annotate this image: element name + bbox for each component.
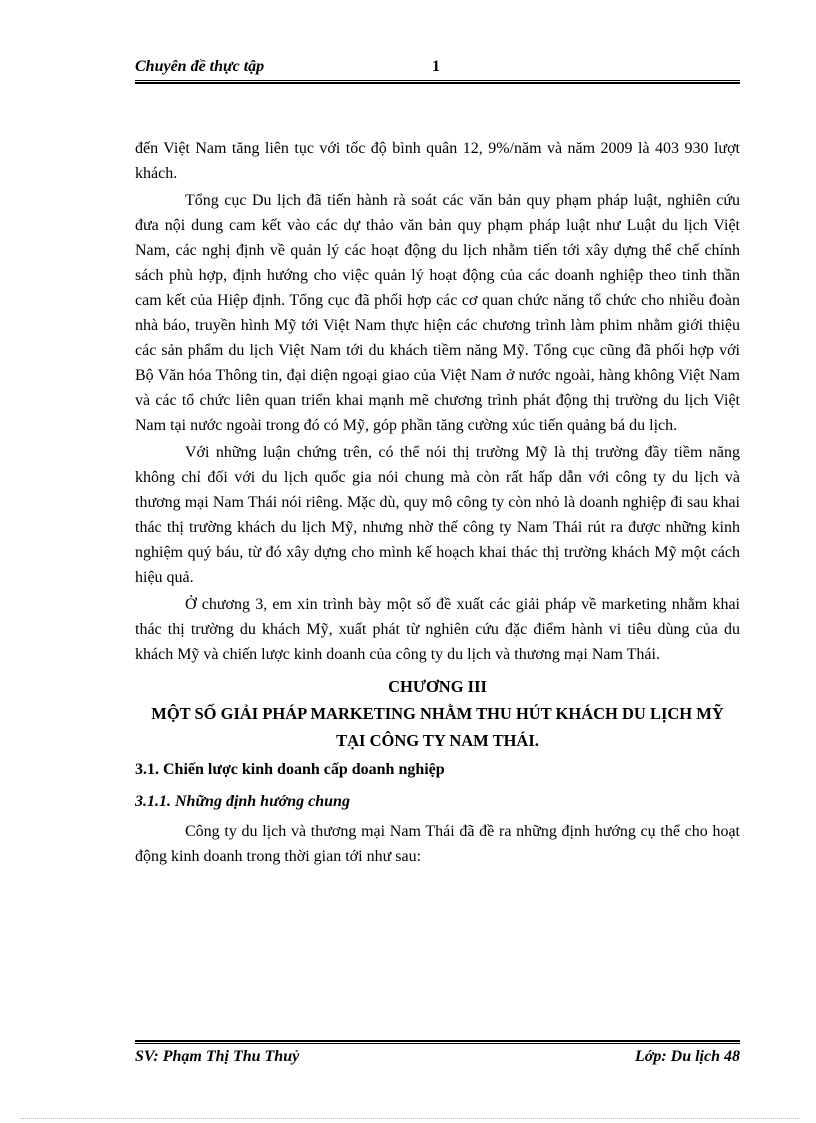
page-footer <box>135 1046 740 1068</box>
section-heading: 3.1. Chiến lược kinh doanh cấp doanh nghiệp <box>135 761 445 778</box>
page-header <box>135 56 740 80</box>
footer-class: Lớp: Du lịch 48 <box>634 1048 740 1065</box>
subsection-heading: 3.1.1. Những định hướng chung <box>135 793 350 810</box>
paragraph-tourism-administration: Tổng cục Du lịch đã tiến hành rà soát các văn bản quy phạm pháp luật, nghiên cứu đưa nội dung cam kết vào các dự thảo văn bản quy phạm pháp luật như Luật du lịch Việt Nam, các nghị định về quản lý các hoạt động du lịch nhằm tiến tới xây dựng thể chế chính sách phù hợp, định hướng cho việc quản lý hoạt động của các doanh nghiệp theo tinh thần cam kết của Hiệp định. Tổng cục đã phối hợp các cơ quan chức năng tổ chức cho nhiều đoàn nhà báo, truyền hình Mỹ tới Việt Nam thực hiện các chương trình làm phim nhằm giới thiệu các sản phẩm du lịch Việt Nam tới du khách tiềm năng Mỹ. Tổng cục cũng đã phối hợp với Bộ Văn hóa Thông tin, đại diện ngoại giao của Việt Nam ở nước ngoài, hàng không Việt Nam và các tổ chức liên quan triển khai mạnh mẽ chương trình phát động thị trường du lịch Việt Nam tại nước ngoài trong đó có Mỹ, góp phần tăng cường xúc tiến quảng bá du lịch. <box>135 192 740 434</box>
paragraph-orientation: Công ty du lịch và thương mại Nam Thái đã đề ra những định hướng cụ thể cho hoạt động kinh doanh trong thời gian tới như sau: <box>135 823 740 865</box>
footer-divider <box>135 1040 740 1044</box>
paragraph-us-market-potential: Với những luận chứng trên, có thể nói thị trường Mỹ là thị trường đầy tiềm năng không chỉ đối với du lịch quốc gia nói chung mà còn rất hấp dẫn với công ty du lịch và thương mại Nam Thái nói riêng. Mặc dù, quy mô công ty còn nhỏ là doanh nghiệp đi sau khai thác thị trường khách du lịch Mỹ, nhưng nhờ thế công ty Nam Thái rút ra được những kinh nghiệm quý báu, từ đó xây dựng cho mình kế hoạch khai thác thị trường khách Mỹ một cách hiệu quả. <box>135 444 740 586</box>
page-edge-divider <box>20 1118 800 1119</box>
paragraph-continuation: đến Việt Nam tăng liên tục với tốc độ bình quân 12, 9%/năm và năm 2009 là 403 930 lượt khách. <box>135 140 740 182</box>
document-body <box>135 136 740 871</box>
page-number: 1 <box>432 58 440 75</box>
header-title: Chuyên đề thực tập <box>135 58 265 75</box>
chapter-label: CHƯƠNG III <box>388 677 487 696</box>
chapter-title: MỘT SỐ GIẢI PHÁP MARKETING NHẰM THU HÚT KHÁCH DU LỊCH MỸ TẠI CÔNG TY NAM THÁI. <box>151 704 724 750</box>
header-divider <box>135 80 740 84</box>
paragraph-chapter-intro: Ở chương 3, em xin trình bày một số đề xuất các giải pháp về marketing nhằm khai thác thị trường du khách Mỹ, xuất phát từ nghiên cứu đặc điểm hành vi tiêu dùng của du khách Mỹ và chiến lược kinh doanh của công ty du lịch và thương mại Nam Thái. <box>135 596 740 663</box>
footer-student: SV: Phạm Thị Thu Thuỷ <box>135 1048 300 1065</box>
